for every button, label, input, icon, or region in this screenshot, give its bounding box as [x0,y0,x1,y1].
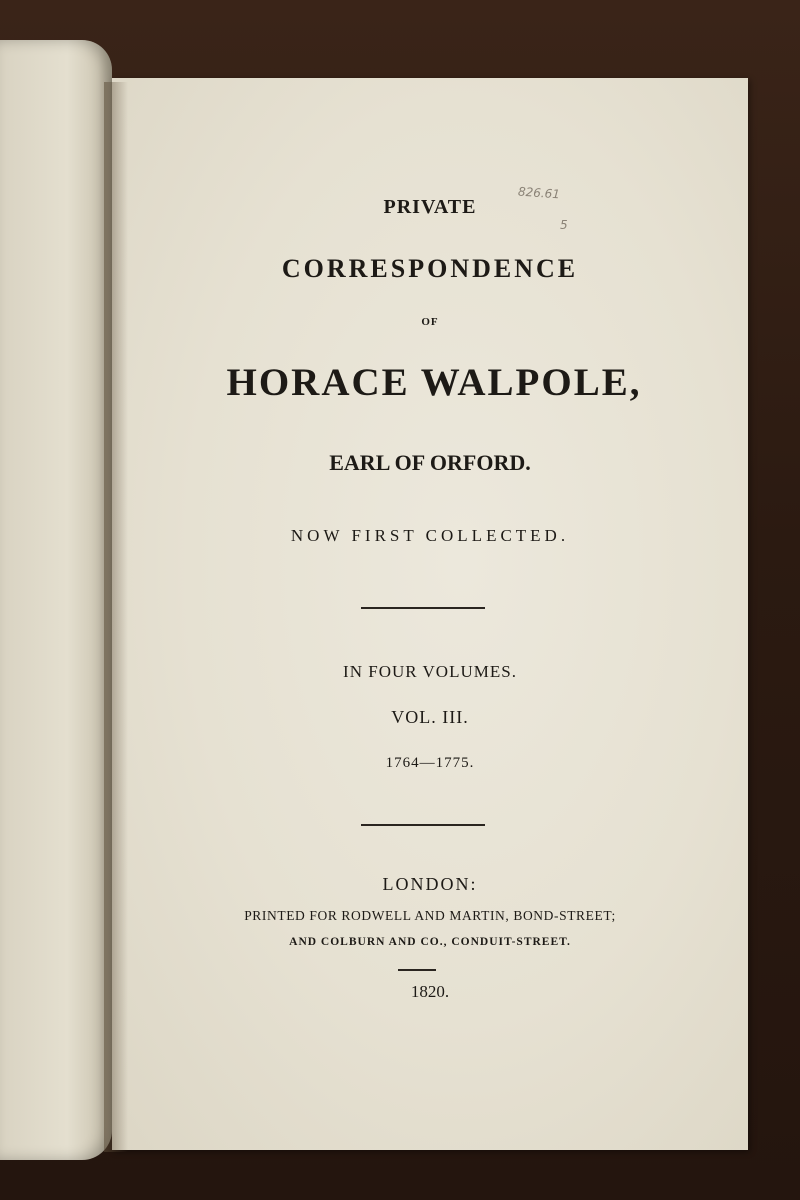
imprint-publisher: AND COLBURN AND CO., CONDUIT-STREET. [289,936,571,948]
title-line-of: OF [421,316,439,328]
imprint-place: LONDON: [382,874,478,894]
author-name: HORACE WALPOLE, [226,361,642,404]
title-line-private: PRIVATE [383,196,477,218]
subtitle: NOW FIRST COLLECTED. [290,526,570,545]
title-line-correspondence: CORRESPONDENCE [281,254,579,283]
page-gutter-shadow [104,82,128,1152]
imprint-printer: PRINTED FOR RODWELL AND MARTIN, BOND-STREET; [244,908,616,923]
divider-rule [361,824,485,826]
left-page-edge [0,40,112,1160]
pencil-note: 5 [560,218,568,232]
author-title: EARL OF ORFORD. [329,450,531,475]
title-page [112,78,748,1150]
volume-count: IN FOUR VOLUMES. [343,662,517,681]
divider-rule [361,607,485,609]
pencil-shelfmark: 826.61 [517,184,561,202]
year-range: 1764—1775. [385,755,475,771]
imprint-date: 1820. [410,982,450,1001]
volume-number: VOL. III. [391,707,469,727]
short-rule [398,969,436,971]
